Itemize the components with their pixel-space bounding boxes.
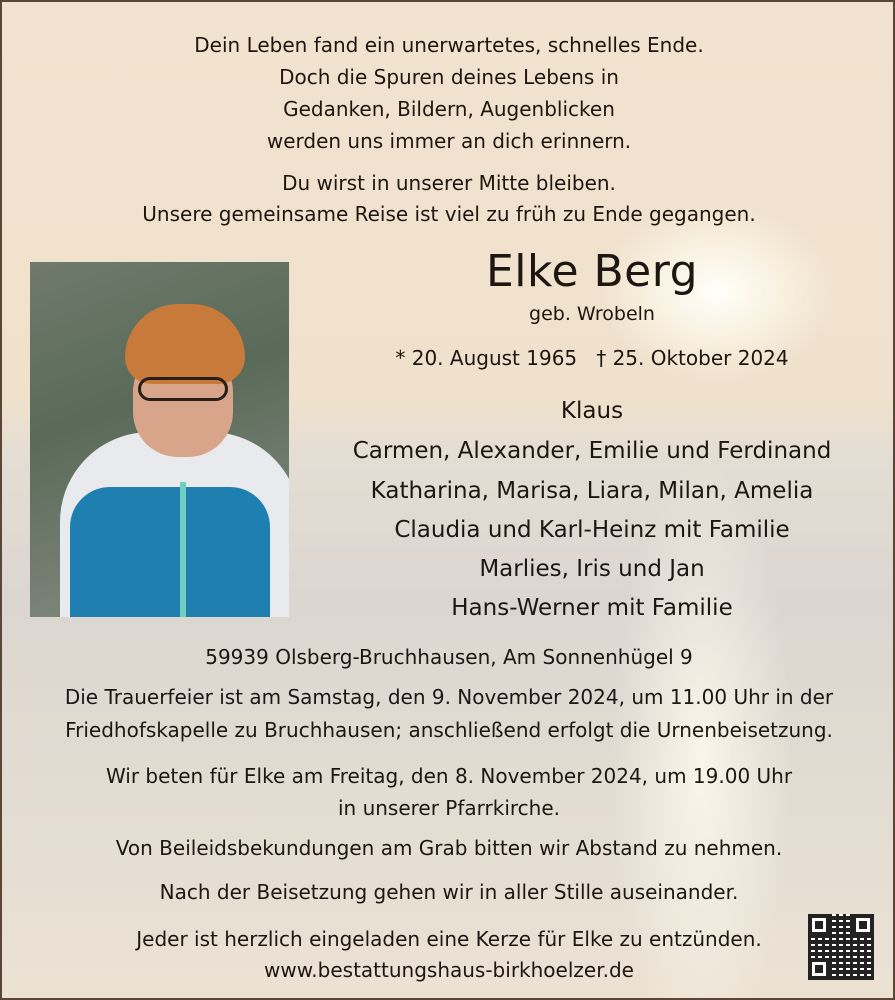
mourner-line: Klaus <box>560 398 624 424</box>
website-link[interactable]: www.bestattungshaus-birkhoelzer.de <box>264 958 634 982</box>
info-line: Friedhofskapelle zu Bruchhausen; anschließend erfolgt die Urnenbeisetzung. <box>65 718 833 742</box>
qr-code[interactable] <box>808 914 874 980</box>
mourner-line: Claudia und Karl-Heinz mit Familie <box>394 517 790 543</box>
deceased-name: Elke Berg <box>486 246 698 297</box>
mourner-line: Hans-Werner mit Familie <box>451 595 733 621</box>
poem-line: Gedanken, Bildern, Augenblicken <box>283 97 615 121</box>
mourner-line: Carmen, Alexander, Emilie und Ferdinand <box>352 438 832 464</box>
mourner-line: Marlies, Iris und Jan <box>479 556 705 582</box>
info-line: Die Trauerfeier ist am Samstag, den 9. November 2024, um 11.00 Uhr in der <box>64 685 834 709</box>
info-line: Jeder ist herzlich eingeladen eine Kerze für Elke zu entzünden. <box>136 927 762 951</box>
poem-line: werden uns immer an dich erinnern. <box>266 129 632 153</box>
info-line: Nach der Beisetzung gehen wir in aller Stille auseinander. <box>159 880 739 904</box>
info-line: in unserer Pfarrkirche. <box>337 796 561 820</box>
portrait-photo <box>30 262 289 617</box>
info-line: Von Beileidsbekundungen am Grab bitten wir Abstand zu nehmen. <box>115 836 783 860</box>
address: 59939 Olsberg-Bruchhausen, Am Sonnenhügel 9 <box>205 645 693 669</box>
maiden-name: geb. Wrobeln <box>529 303 655 325</box>
info-line: Wir beten für Elke am Freitag, den 8. November 2024, um 19.00 Uhr <box>105 764 793 788</box>
life-dates: * 20. August 1965 † 25. Oktober 2024 <box>395 346 789 370</box>
poem-line: Du wirst in unserer Mitte bleiben. <box>282 171 616 195</box>
poem-line: Dein Leben fand ein unerwartetes, schnelles Ende. <box>194 33 704 57</box>
mourner-line: Katharina, Marisa, Liara, Milan, Amelia <box>370 478 814 504</box>
poem-line: Doch die Spuren deines Lebens in <box>279 65 619 89</box>
poem-line: Unsere gemeinsame Reise ist viel zu früh zu Ende gegangen. <box>142 202 756 226</box>
